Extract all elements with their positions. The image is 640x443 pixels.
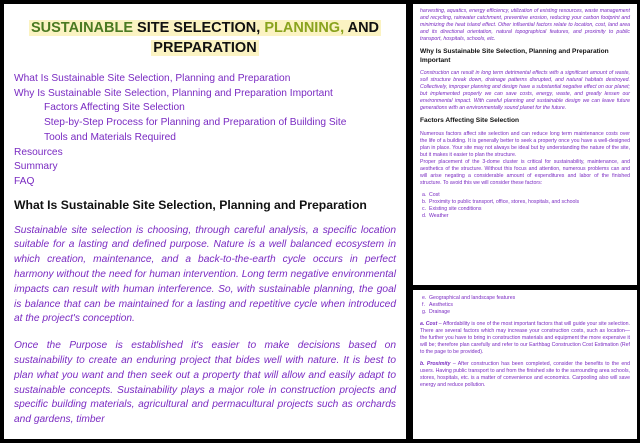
right-bottom-document-panel: [413, 290, 637, 439]
left-document-panel: [4, 4, 406, 439]
list-item: a. Cost: [422, 191, 440, 198]
list-item: c. Existing site conditions: [422, 205, 482, 212]
title-word-and: AND: [347, 20, 380, 36]
table-of-contents: [14, 72, 396, 190]
right-top-document-panel: [413, 4, 637, 285]
factors-list-part2: [420, 295, 630, 316]
list-item: e. Geographical and landscape features: [422, 295, 516, 301]
title-word-site-selection: SITE SELECTION,: [137, 20, 261, 36]
paragraph-why-important: Construction can result in long term detrimental effects with a significant amount of waste, soil structure break down, drainage patterns disrupted, and natural habitats destroyed. Collectively, improper planning and design have a substantial negative effect on our planet; but implemented properly we can save costs, energy, waste, and greatly lessen our environmental impact. With careful planning and sustainable design we can leave future generations with an environmentally sound planet for the future.: [420, 70, 630, 111]
title-word-planning: PLANNING,: [264, 20, 345, 36]
paragraph-factors-intro: Numerous factors affect site selection and can reduce long term maintenance costs over the life of a building. It is generally better to seek a property once you have a well-designed plan in place. Your site may not always be ideal but by understanding the nature of the site, but it makes it easier to plan the structure.: [420, 130, 630, 158]
paragraph-proximity: b. Proximity – After construction has been completed, consider the benefits to the end users. Having public transport to and from the finished site to the surrounding area schools, stores, hospitals, etc. is a matter of convenience and economics. Carpooling also will save energy and reduce pollution.: [420, 361, 630, 388]
list-item: d. Weather: [422, 212, 449, 219]
toc-link-factors[interactable]: Factors Affecting Site Selection: [44, 102, 185, 114]
section-heading-why-important: Why Is Sustainable Site Selection, Planning and Preparation Important: [420, 48, 609, 64]
list-item: g. Drainage: [422, 309, 451, 315]
factors-list-part1: [420, 192, 630, 220]
toc-link-tools[interactable]: Tools and Materials Required: [44, 131, 176, 143]
intro-continuation: harvesting, aquatics, energy efficiency, utilization of existing resources, waste management and recycling, rainwater catchment, preventive erosion, reducing your carbon footprint and minimizing the heat island effect. Other influential factors relate to location, cost, land area and its directional orientation, natural topographical features, and proximity to public transport, hospitals, schools, etc.: [420, 8, 630, 42]
list-item: f. Aesthetics: [422, 302, 453, 308]
toc-link-resources[interactable]: Resources: [14, 146, 63, 158]
page-title: [14, 18, 396, 58]
paragraph-purpose: Once the Purpose is established it's easier to make decisions based on sustainability to create an enduring project that bides well with nature. It is best to plan what you want and then seek out a property that will allow and easily adapt to sustainable concepts. Sustainability plays a major role in construction projects and specific building materials, agricultural and permacultural projects such as orchards and gardens, timber: [14, 340, 396, 426]
section-heading-what-is: What Is Sustainable Site Selection, Planning and Preparation: [14, 197, 367, 212]
section-heading-factors: Factors Affecting Site Selection: [420, 117, 520, 124]
paragraph-cost: a. Cost – Affordability is one of the most important factors that will guide your site selection. There are several factors which may increase your construction costs, such as location—the further you have to bring in construction materials and equipment the more expensive it will be; therefore plan carefully and refer to our Earthbag Construction Cost Estimation (Ref to the page to be provided).: [420, 321, 630, 355]
title-word-preparation: PREPARATION: [153, 40, 257, 56]
toc-link-faq[interactable]: FAQ: [14, 175, 35, 187]
list-item: b. Proximity to public transport, office, stores, hospitals, and schools: [422, 198, 580, 205]
paragraph-definition: Sustainable site selection is choosing, through careful analysis, a specific location suitable for a lasting and defined purpose. Nature is a well balanced ecosystem in which creation, maintenance, and a back-to-the-earth cycle occurs in perfect harmony without the need for human intervention. Long term negative environmental impacts can result with human interference. So, with sustainable planning, the goal is balance that can be maintained for a lasting and repetitive cycle when introduced at the project's conception.: [14, 224, 396, 325]
toc-link-step-by-step[interactable]: Step-by-Step Process for Planning and Preparation of Building Site: [44, 117, 347, 129]
paragraph-dome-placement: Proper placement of the 3-dome cluster is critical for sustainability, maintenance, and aesthetics of the structure. Without this focus and attention, numerous problems can and will arise negating a considerable amount of expenditures and labor of the finished structure. To avoid this we will consider these factors:: [420, 158, 630, 186]
toc-link-summary[interactable]: Summary: [14, 161, 58, 173]
title-word-sustainable: SUSTAINABLE: [30, 20, 134, 36]
toc-link-why-important[interactable]: Why Is Sustainable Site Selection, Planning and Preparation Important: [14, 87, 333, 99]
toc-link-what-is[interactable]: What Is Sustainable Site Selection, Planning and Preparation: [14, 73, 291, 84]
